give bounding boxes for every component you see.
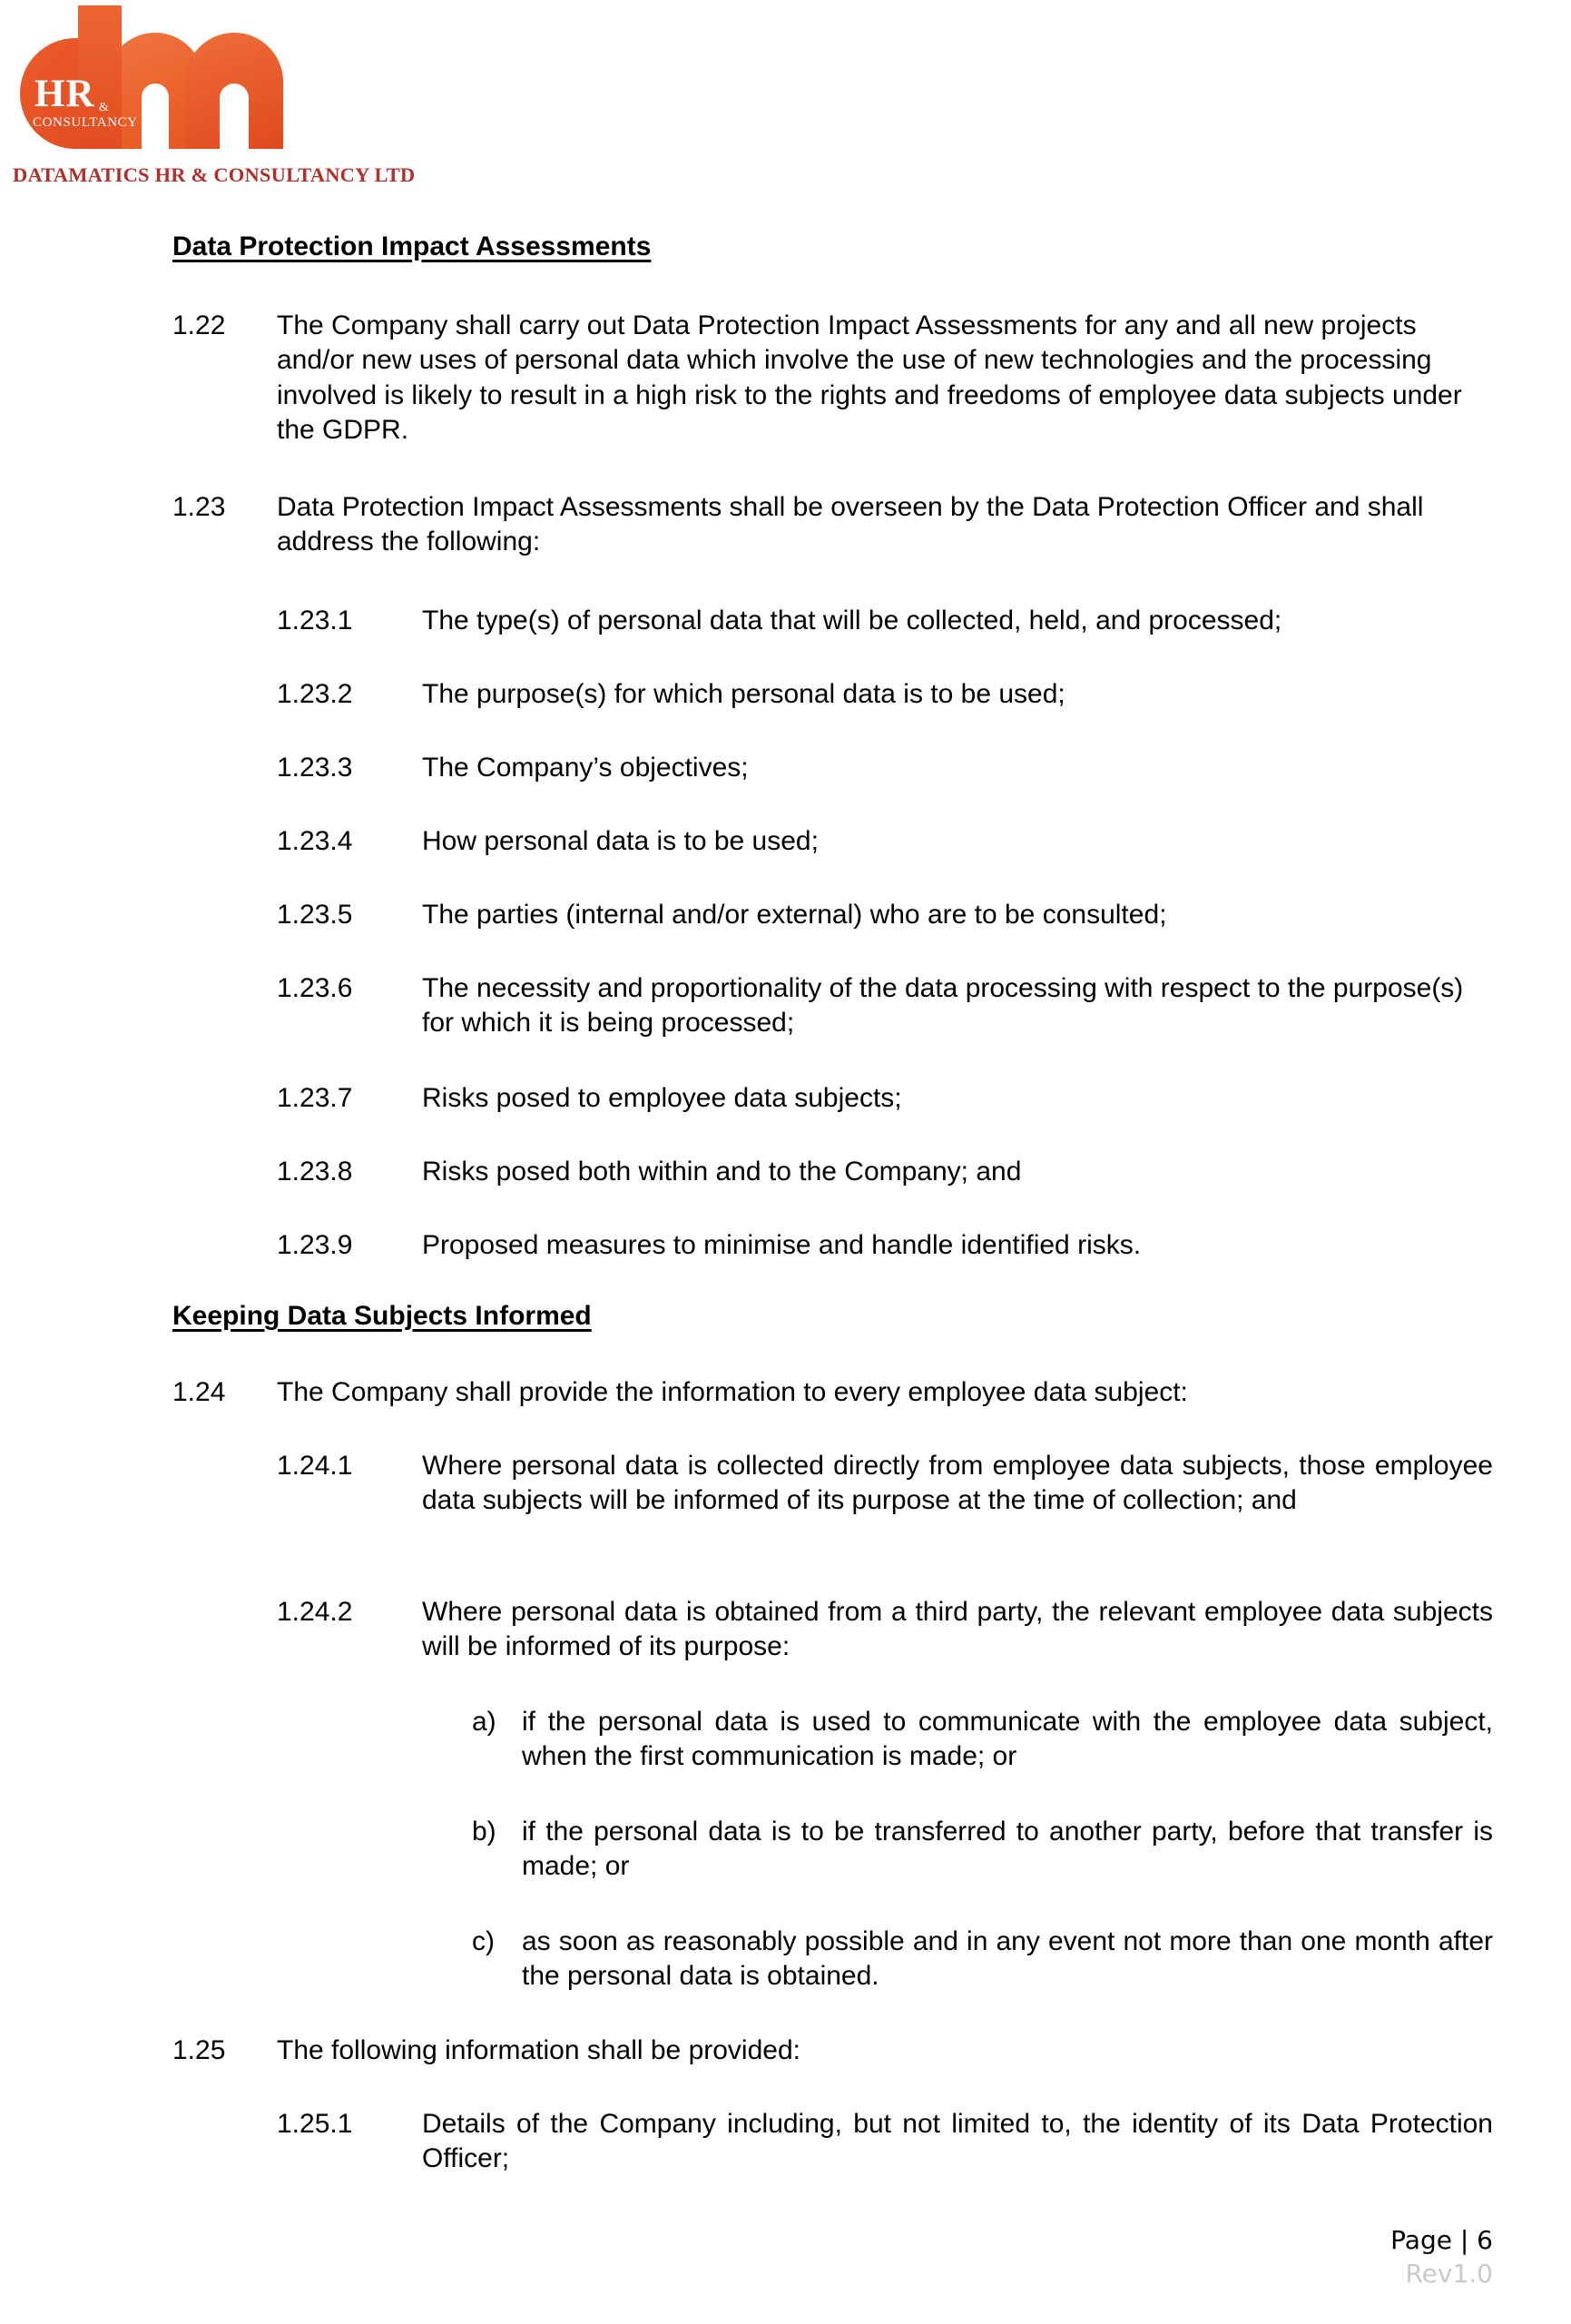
- clause-number: 1.24.2: [277, 1597, 353, 1627]
- clause-number: 1.23.4: [277, 826, 353, 856]
- clause-1-23: [172, 490, 1493, 560]
- logo-wordmark: DATAMATICS HR & CONSULTANCY LTD: [13, 163, 416, 186]
- clause-1-23-7: [277, 1081, 1493, 1116]
- clause-number: a): [472, 1707, 496, 1737]
- clause-text: if the personal data is to be transferred to another party, before that transfer is made; or: [522, 1817, 1493, 1882]
- section-heading-keeping-informed: Keeping Data Subjects Informed: [172, 1301, 592, 1331]
- logo-hr-text: HR: [34, 73, 95, 115]
- company-logo: [7, 4, 416, 199]
- clause-1-23-2: [277, 677, 1493, 712]
- page-footer: [1390, 2224, 1493, 2291]
- page-number-label: Page | 6: [1390, 2225, 1493, 2256]
- clause-number: 1.23.7: [277, 1083, 353, 1113]
- clause-text: The Company’s objectives;: [422, 753, 749, 783]
- clause-text: The Company shall carry out Data Protection Impact Assessments for any and all new projects and/or new uses of personal data which involve the use of new technologies and the processing involved is likely to result in a high risk to the rights and freedoms of employee data subjects under the GDPR.: [277, 310, 1462, 446]
- clause-1-24-2: [277, 1595, 1493, 1665]
- clause-text: Proposed measures to minimise and handle identified risks.: [422, 1230, 1142, 1260]
- clause-text: The type(s) of personal data that will be collected, held, and processed;: [422, 606, 1282, 635]
- clause-1-23-5: [277, 898, 1493, 932]
- revision-label: Rev1.0: [1405, 2259, 1493, 2290]
- clause-1-23-9: [277, 1228, 1493, 1263]
- clause-1-24: [172, 1375, 1493, 1410]
- clause-list-item-c: [472, 1925, 1493, 1994]
- logo-monogram-dm: [7, 4, 334, 167]
- clause-text: Where personal data is obtained from a third party, the relevant employee data subjects will be informed of its purpose:: [422, 1597, 1493, 1662]
- clause-number: 1.24: [172, 1377, 226, 1407]
- clause-number: 1.23.2: [277, 679, 353, 709]
- clause-1-22: [172, 309, 1493, 448]
- clause-number: b): [472, 1817, 496, 1846]
- clause-1-24-1: [277, 1449, 1493, 1519]
- clause-text: The parties (internal and/or external) who are to be consulted;: [422, 900, 1167, 930]
- clause-1-23-3: [277, 751, 1493, 785]
- logo-letter-m-left-notch: [142, 84, 169, 149]
- clause-number: 1.25: [172, 2035, 226, 2065]
- clause-text: How personal data is to be used;: [422, 826, 819, 856]
- clause-text: Risks posed to employee data subjects;: [422, 1083, 902, 1113]
- clause-text: The necessity and proportionality of the data processing with respect to the purpose(s) for which it is being processed;: [422, 973, 1464, 1039]
- section-heading-dpia: Data Protection Impact Assessments: [172, 231, 652, 261]
- clause-text: Where personal data is collected directly from employee data subjects, those employee data subjects will be informed of its purpose at the time of collection; and: [422, 1451, 1493, 1516]
- clause-text: The following information shall be provided:: [277, 2035, 800, 2065]
- clause-number: 1.23.5: [277, 900, 353, 930]
- clause-number: 1.23.9: [277, 1230, 353, 1260]
- logo-ampersand-text: &: [99, 101, 109, 114]
- logo-letter-m-right-notch: [220, 84, 249, 149]
- clause-text: Details of the Company including, but not limited to, the identity of its Data Protection Officer;: [422, 2109, 1493, 2174]
- clause-number: c): [472, 1926, 495, 1956]
- clause-list-item-a: [472, 1705, 1493, 1775]
- clause-number: 1.23.3: [277, 753, 353, 783]
- clause-1-23-4: [277, 824, 1493, 859]
- clause-1-25: [172, 2034, 1493, 2068]
- clause-text: Risks posed both within and to the Company; and: [422, 1157, 1022, 1187]
- clause-number: 1.23: [172, 492, 226, 522]
- clause-number: 1.23.8: [277, 1157, 353, 1187]
- clause-1-23-6: [277, 971, 1493, 1041]
- clause-number: 1.25.1: [277, 2109, 353, 2139]
- clause-text: The Company shall provide the information to every employee data subject:: [277, 1377, 1188, 1407]
- clause-text: Data Protection Impact Assessments shall be overseen by the Data Protection Officer and shall address the following:: [277, 492, 1424, 557]
- clause-number: 1.23.6: [277, 973, 353, 1003]
- clause-number: 1.24.1: [277, 1451, 353, 1481]
- clause-number: 1.22: [172, 310, 226, 340]
- clause-text: if the personal data is used to communicate with the employee data subject, when the first communication is made; or: [522, 1707, 1493, 1772]
- clause-text: The purpose(s) for which personal data is to be used;: [422, 679, 1065, 709]
- clause-number: 1.23.1: [277, 606, 353, 635]
- clause-1-25-1: [277, 2107, 1493, 2177]
- clause-1-23-8: [277, 1155, 1493, 1189]
- clause-list-item-b: [472, 1815, 1493, 1885]
- clause-1-23-1: [277, 604, 1493, 638]
- logo-consultancy-text: CONSULTANCY: [33, 115, 138, 130]
- clause-text: as soon as reasonably possible and in any event not more than one month after the personal data is obtained.: [522, 1926, 1493, 1992]
